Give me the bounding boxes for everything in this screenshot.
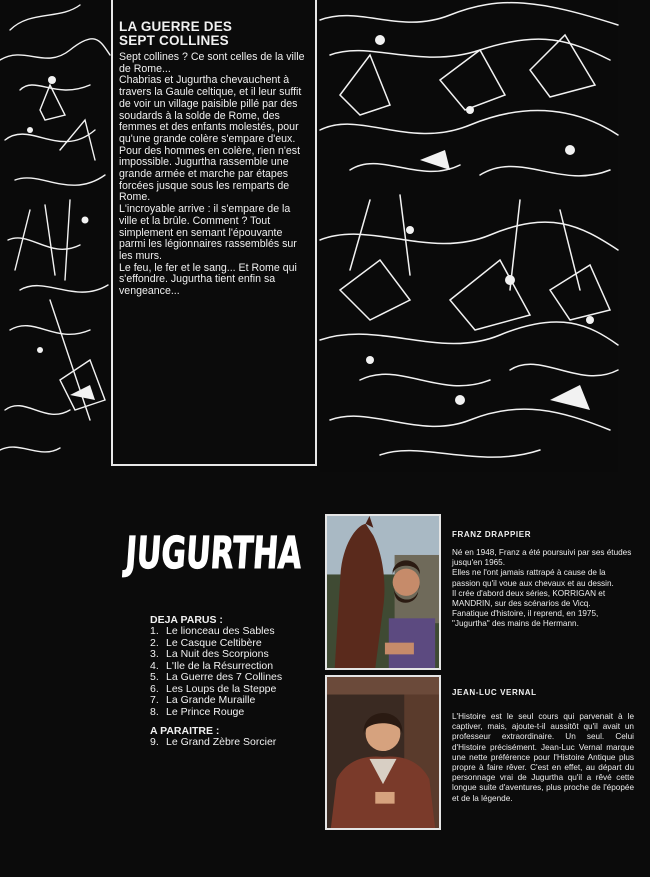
author-bio-paragraph: L'Histoire est le seul cours qui parvenait à le captiver, mais, ajoute-t-il aussitôt qu'il avait un professeur extraordinaire. Un seul. Celui d'Histoire précisément. Jean-Luc Vernal marque une nette préférence pour l'Histoire Antique plus propre à faire rêver. C'est en effet, au départ du personnage vrai de Jugurtha qu'il a rêvé cette longue suite d'aventures, plus proche de l'épopée et de la légende. — [452, 712, 634, 803]
album-item: 1. Le lionceau des Sables — [150, 625, 275, 637]
published-albums-heading: DEJA PARUS : — [150, 614, 223, 626]
album-item: 7. La Grande Muraille — [150, 694, 256, 706]
synopsis-paragraph: Pour des hommes en colère, rien n'est impossible. Jugurtha rassemble une grande armée et marche par étapes forcées jusque sous les remparts de Rome. — [119, 144, 301, 204]
album-item: 2. Le Casque Celtibère — [150, 636, 262, 649]
series-logo-text: JUGURTHA — [123, 528, 385, 579]
album-item: 5. La Guerre des 7 Collines — [150, 671, 283, 683]
author-bio-paragraph: Né en 1948, Franz a été poursuivi par ses études jusqu'en 1965. — [452, 548, 632, 568]
author-name: JEAN-LUC VERNAL — [452, 688, 537, 697]
author-photo-franz — [325, 514, 441, 670]
synopsis-paragraph: Chabrias et Jugurtha chevauchent à travers la Gaule celtique, et il leur suffit de voir un village paisible pillé par des soudards à la solde de Rome, des femmes et des enfants molestés, pour qu'une grande colère s'empare d'eux. — [119, 74, 302, 145]
author-bio-paragraph: Elles ne l'ont jamais rattrapé à cause de la passion qu'il voue aux chevaux et au dessin. — [452, 568, 614, 588]
synopsis-paragraph: Sept collines ? Ce sont celles de la ville de Rome... — [119, 51, 305, 75]
synopsis-paragraph: Le feu, le fer et le sang... Et Rome qui s'effondre. Jugurtha tient enfin sa vengeance... — [119, 261, 297, 298]
album-item: 8. Le Prince Rouge — [150, 705, 245, 718]
upcoming-albums-heading: A PARAITRE : — [150, 725, 220, 737]
album-item: 3. La Nuit des Scorpions — [150, 648, 269, 660]
series-logo — [123, 520, 385, 579]
album-item: 9. Le Grand Zèbre Sorcier — [150, 736, 277, 748]
synopsis-box — [111, 0, 317, 466]
author-bio — [452, 548, 634, 630]
album-item: 6. Les Loups de la Steppe — [150, 682, 277, 695]
cover-artwork-left — [0, 0, 112, 470]
author-bio-paragraph: Fanatique d'histoire, il reprend, en 1975, "Jugurtha" des mains de Hermann. — [452, 609, 599, 629]
synopsis-paragraph: L'incroyable arrive : il s'empare de la ville et la brûle. Comment ? Tout simplement en semant l'épouvante parmi les légionnaires rassemblés sur les murs. — [119, 203, 297, 262]
synopsis-title: LA GUERRE DES SEPT COLLINES — [119, 19, 233, 48]
author-photo-vernal — [325, 675, 441, 830]
author-bio — [452, 712, 634, 804]
album-item: 4. L'Ile de la Résurrection — [150, 659, 274, 672]
cover-artwork-right — [320, 0, 618, 472]
upcoming-albums-list — [150, 737, 276, 749]
published-albums-list — [150, 626, 282, 718]
author-bio-paragraph: Il crée d'abord deux séries, KORRIGAN et MANDRIN, sur des scénarios de Vicq. — [452, 588, 606, 609]
author-name: FRANZ DRAPPIER — [452, 530, 532, 539]
